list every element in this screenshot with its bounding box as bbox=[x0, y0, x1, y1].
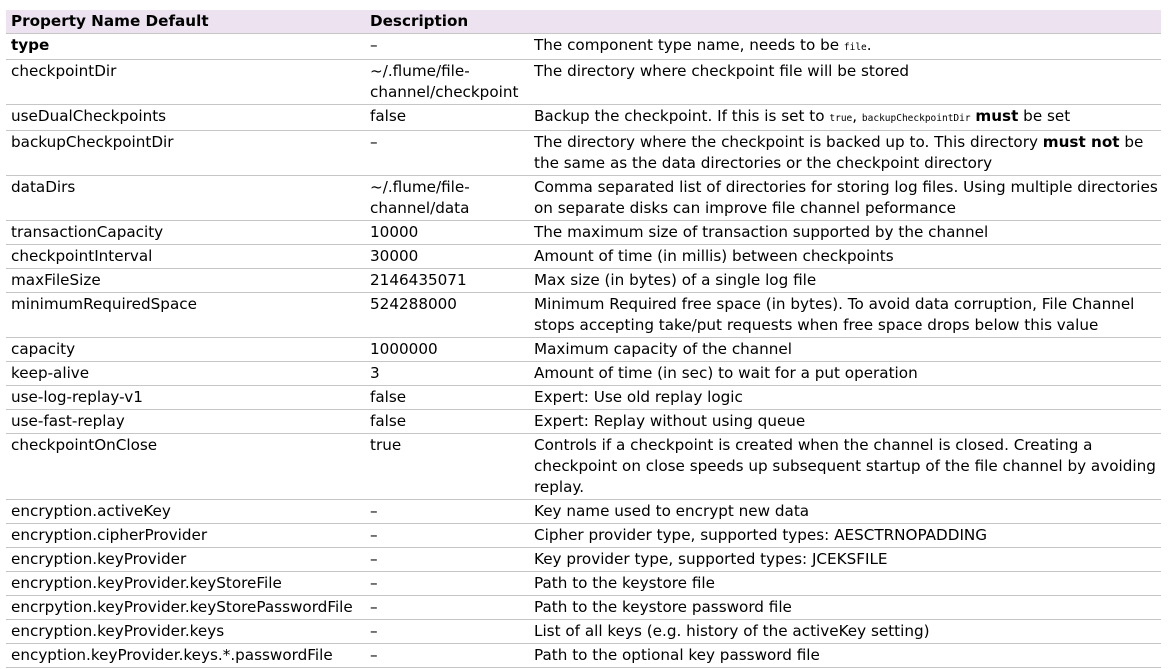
description-cell bbox=[529, 34, 1161, 60]
table-row bbox=[6, 34, 1161, 60]
description-cell bbox=[529, 572, 1161, 596]
property-name-cell: encryption.keyProvider.keys bbox=[6, 620, 365, 644]
table-row bbox=[6, 644, 1161, 668]
property-name-cell: encryption.keyProvider.keyStoreFile bbox=[6, 572, 365, 596]
default-value-cell: – bbox=[365, 548, 529, 572]
description-cell bbox=[529, 293, 1161, 338]
table-row bbox=[6, 131, 1161, 176]
description-text: The maximum size of transaction supported by the channel bbox=[534, 223, 989, 241]
description-text: Cipher provider type, supported types: AESCTRNOPADDING bbox=[534, 526, 988, 544]
default-value-cell: 1000000 bbox=[365, 338, 529, 362]
table-row bbox=[6, 524, 1161, 548]
default-value-cell: false bbox=[365, 386, 529, 410]
property-name-cell: encyption.keyProvider.keys.*.passwordFile bbox=[6, 644, 365, 668]
property-name-cell: dataDirs bbox=[6, 176, 365, 221]
table-row bbox=[6, 176, 1161, 221]
description-text: Expert: Use old replay logic bbox=[534, 388, 743, 406]
description-text: Comma separated list of directories for storing log files. Using multiple directories on separate disks can improve file channel peformance bbox=[534, 178, 1158, 217]
description-cell bbox=[529, 131, 1161, 176]
description-text: , bbox=[852, 107, 862, 125]
default-value-cell: 524288000 bbox=[365, 293, 529, 338]
table-row bbox=[6, 596, 1161, 620]
description-cell bbox=[529, 105, 1161, 131]
description-text: be set bbox=[1018, 107, 1071, 125]
inline-code: backupCheckpointDir bbox=[861, 113, 971, 124]
default-value-cell: – bbox=[365, 620, 529, 644]
default-value-cell: 10000 bbox=[365, 221, 529, 245]
description-text: Max size (in bytes) of a single log file bbox=[534, 271, 817, 289]
property-name-cell: encrpytion.keyProvider.keyStorePasswordFile bbox=[6, 596, 365, 620]
description-text: Maximum capacity of the channel bbox=[534, 340, 792, 358]
description-text: Controls if a checkpoint is created when the channel is closed. Creating a checkpoint on close speeds up subsequent startup of the file channel by avoiding replay. bbox=[534, 436, 1156, 496]
default-value-cell: – bbox=[365, 34, 529, 60]
description-text: Path to the keystore file bbox=[534, 574, 715, 592]
default-value-cell: false bbox=[365, 410, 529, 434]
default-value-cell: ~/.flume/file-channel/checkpoint bbox=[365, 60, 529, 105]
properties-table bbox=[6, 10, 1161, 668]
description-text: The directory where the checkpoint is backed up to. This directory bbox=[534, 133, 1043, 151]
description-cell bbox=[529, 362, 1161, 386]
default-value-cell: – bbox=[365, 572, 529, 596]
table-row bbox=[6, 338, 1161, 362]
emphasis-text: must bbox=[975, 107, 1019, 125]
table-row bbox=[6, 245, 1161, 269]
header-empty bbox=[529, 10, 1161, 34]
description-text: be the same as the data directories or the checkpoint directory bbox=[534, 133, 1144, 172]
property-name-cell: checkpointOnClose bbox=[6, 434, 365, 500]
description-cell bbox=[529, 386, 1161, 410]
description-text: Amount of time (in sec) to wait for a put operation bbox=[534, 364, 918, 382]
property-name-cell: checkpointInterval bbox=[6, 245, 365, 269]
property-name-cell: encryption.cipherProvider bbox=[6, 524, 365, 548]
header-row bbox=[6, 10, 1161, 34]
default-value-cell: – bbox=[365, 524, 529, 548]
description-cell bbox=[529, 338, 1161, 362]
table-row bbox=[6, 221, 1161, 245]
table-row bbox=[6, 293, 1161, 338]
description-text: Expert: Replay without using queue bbox=[534, 412, 806, 430]
description-text: Backup the checkpoint. If this is set to bbox=[534, 107, 830, 125]
default-value-cell: – bbox=[365, 500, 529, 524]
default-value-cell: false bbox=[365, 105, 529, 131]
inline-code: file bbox=[843, 42, 867, 53]
table-header bbox=[6, 10, 1161, 34]
table-row bbox=[6, 434, 1161, 500]
table-row bbox=[6, 362, 1161, 386]
description-cell bbox=[529, 548, 1161, 572]
description-text: Path to the keystore password file bbox=[534, 598, 792, 616]
description-cell bbox=[529, 434, 1161, 500]
table-row bbox=[6, 60, 1161, 105]
table-row bbox=[6, 386, 1161, 410]
description-text: . bbox=[866, 36, 872, 54]
default-value-cell: 30000 bbox=[365, 245, 529, 269]
default-value-cell: – bbox=[365, 596, 529, 620]
table-row bbox=[6, 269, 1161, 293]
description-cell bbox=[529, 620, 1161, 644]
description-cell bbox=[529, 410, 1161, 434]
default-value-cell: 2146435071 bbox=[365, 269, 529, 293]
description-cell bbox=[529, 221, 1161, 245]
description-text: The component type name, needs to be bbox=[534, 36, 844, 54]
table-row bbox=[6, 500, 1161, 524]
description-cell bbox=[529, 60, 1161, 105]
description-text: Key provider type, supported types: JCEKSFILE bbox=[534, 550, 888, 568]
description-cell bbox=[529, 644, 1161, 668]
default-value-cell: ~/.flume/file-channel/data bbox=[365, 176, 529, 221]
default-value-cell: – bbox=[365, 131, 529, 176]
property-name-cell: encryption.activeKey bbox=[6, 500, 365, 524]
property-name-cell: use-log-replay-v1 bbox=[6, 386, 365, 410]
property-name-cell: type bbox=[6, 34, 365, 60]
description-text: Key name used to encrypt new data bbox=[534, 502, 810, 520]
description-cell bbox=[529, 524, 1161, 548]
table-row bbox=[6, 410, 1161, 434]
property-name-cell: useDualCheckpoints bbox=[6, 105, 365, 131]
property-name-cell: minimumRequiredSpace bbox=[6, 293, 365, 338]
property-name-cell: checkpointDir bbox=[6, 60, 365, 105]
default-value-cell: true bbox=[365, 434, 529, 500]
default-value-cell: 3 bbox=[365, 362, 529, 386]
emphasis-text: must not bbox=[1042, 133, 1120, 151]
table-row bbox=[6, 572, 1161, 596]
default-value-cell: – bbox=[365, 644, 529, 668]
inline-code: true bbox=[829, 113, 853, 124]
table-row bbox=[6, 620, 1161, 644]
property-name-cell: use-fast-replay bbox=[6, 410, 365, 434]
property-name-cell: maxFileSize bbox=[6, 269, 365, 293]
description-text: Minimum Required free space (in bytes). To avoid data corruption, File Channel stops accepting take/put requests when free space drops below this value bbox=[534, 295, 1135, 334]
description-cell bbox=[529, 176, 1161, 221]
header-property-name-default: Property Name Default bbox=[6, 10, 365, 34]
property-name-cell: keep-alive bbox=[6, 362, 365, 386]
table-body bbox=[6, 34, 1161, 668]
description-text: Path to the optional key password file bbox=[534, 646, 820, 664]
table-row bbox=[6, 548, 1161, 572]
property-name-cell: transactionCapacity bbox=[6, 221, 365, 245]
description-text: Amount of time (in millis) between checkpoints bbox=[534, 247, 894, 265]
description-cell bbox=[529, 269, 1161, 293]
description-cell bbox=[529, 500, 1161, 524]
table-row bbox=[6, 105, 1161, 131]
header-description: Description bbox=[365, 10, 529, 34]
description-text: List of all keys (e.g. history of the activeKey setting) bbox=[534, 622, 930, 640]
description-cell bbox=[529, 245, 1161, 269]
property-name-cell: backupCheckpointDir bbox=[6, 131, 365, 176]
property-name-cell: capacity bbox=[6, 338, 365, 362]
property-name-cell: encryption.keyProvider bbox=[6, 548, 365, 572]
description-text: The directory where checkpoint file will be stored bbox=[534, 62, 910, 80]
description-cell bbox=[529, 596, 1161, 620]
